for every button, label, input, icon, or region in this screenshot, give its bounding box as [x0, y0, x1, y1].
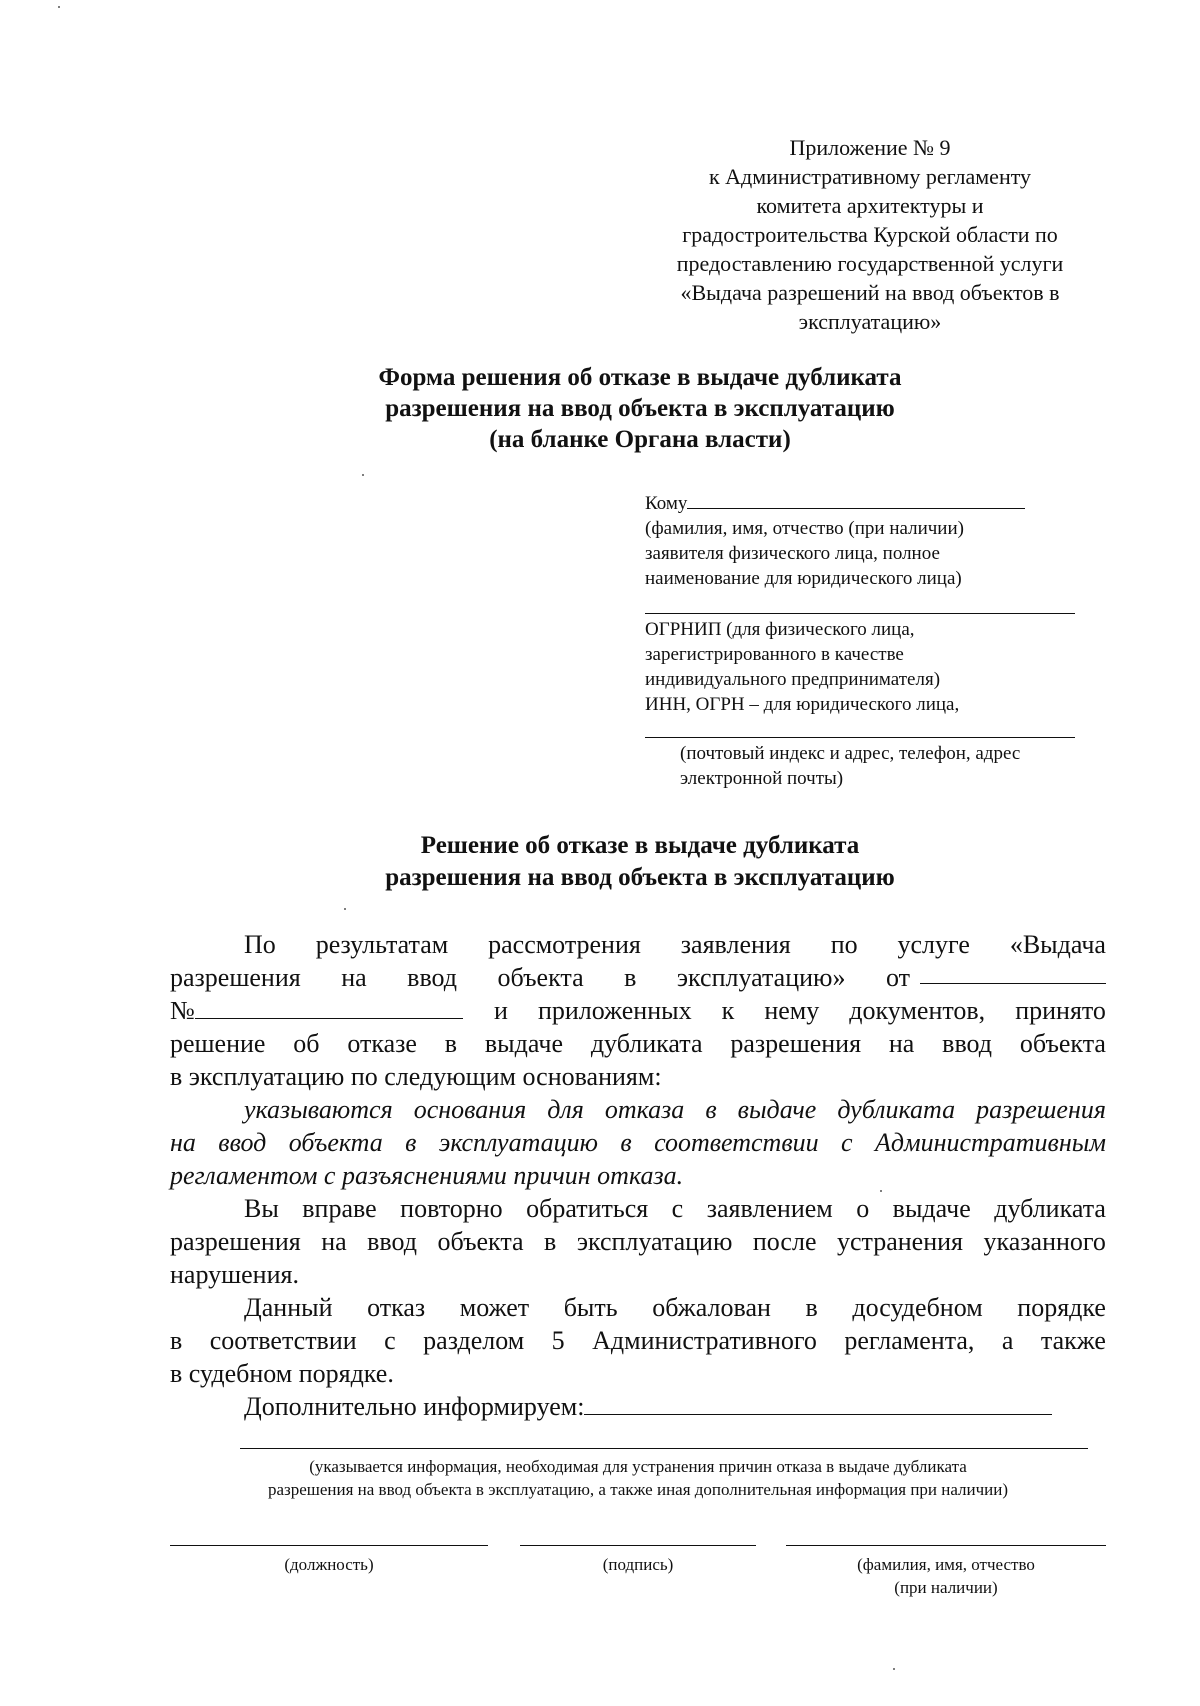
word: обратиться	[526, 1194, 649, 1223]
number-sign: №	[170, 996, 195, 1025]
note-line: (указывается информация, необходимая для устранения причин отказа в выдаче дубликата	[309, 1457, 967, 1476]
word: дубликата	[590, 1029, 703, 1058]
scan-speck	[362, 474, 364, 476]
word: объекта	[1019, 1029, 1106, 1058]
word: от	[885, 963, 910, 992]
body-line	[170, 961, 1106, 994]
word: выдаче	[737, 1095, 817, 1124]
word: отказе	[347, 1029, 417, 1058]
word: результатам	[315, 930, 449, 959]
word: на	[341, 963, 367, 992]
body-line	[170, 994, 1106, 1027]
word: приложенных	[537, 996, 692, 1025]
decision-title-line: Решение об отказе в выдаче дубликата	[420, 832, 860, 859]
body-line	[170, 1291, 1106, 1324]
decision-body	[170, 928, 1106, 1423]
word: документов,	[849, 996, 986, 1025]
word: нему	[764, 996, 820, 1025]
address-note-line: электронной почты)	[680, 768, 844, 789]
scan-speck	[893, 1668, 895, 1670]
form-title-line: разрешения на ввод объекта в эксплуатацию	[385, 395, 895, 422]
addressee-block	[645, 490, 1085, 791]
word: в	[705, 1095, 717, 1124]
word: указываются	[244, 1095, 393, 1124]
word: вправе	[302, 1194, 377, 1223]
signature-field-line[interactable]	[520, 1545, 756, 1546]
word: в	[805, 1293, 818, 1322]
word: в	[444, 1029, 458, 1058]
name-note-line: наименование для юридического лица)	[645, 568, 962, 589]
word: быть	[563, 1293, 618, 1322]
word: по	[830, 930, 858, 959]
name-field-line[interactable]	[786, 1545, 1106, 1546]
word: на	[170, 1128, 196, 1157]
appendix-line: к Административному регламенту	[708, 164, 1032, 189]
word: объекта	[497, 963, 584, 992]
word: эксплуатацию	[438, 1128, 598, 1157]
additional-info-note	[170, 1455, 1106, 1501]
appendix-header	[620, 133, 1120, 336]
word: ввод	[218, 1128, 267, 1157]
note-line: разрешения на ввод объекта в эксплуатацию, а также иная дополнительная информация при наличии)	[267, 1480, 1009, 1499]
number-field-line[interactable]	[195, 996, 463, 1019]
appendix-line: эксплуатацию»	[798, 309, 942, 334]
ogrn-note-line: индивидуального предпринимателя)	[645, 669, 941, 690]
additional-info-row	[170, 1390, 1106, 1423]
word: выдаче	[484, 1029, 563, 1058]
reasons-line: регламентом с разъяснениями причин отказа.	[170, 1161, 684, 1190]
appendix-line: комитета архитектуры и	[756, 193, 984, 218]
word: досудебном	[852, 1293, 983, 1322]
word: ввод	[942, 1029, 993, 1058]
word: в	[624, 963, 637, 992]
word: заявлением	[706, 1194, 833, 1223]
word: принято	[1015, 996, 1106, 1025]
word: о	[856, 1194, 870, 1223]
word: после	[752, 1227, 817, 1256]
body-line: нарушения.	[170, 1260, 299, 1289]
scan-speck	[344, 908, 346, 910]
address-note-line: (почтовый индекс и адрес, телефон, адрес	[680, 743, 1021, 764]
word: услуге	[897, 930, 970, 959]
word: на	[888, 1029, 915, 1058]
word: об	[293, 1029, 320, 1058]
word: решение	[170, 1029, 266, 1058]
body-line	[170, 1225, 1106, 1258]
word: ввод	[367, 1227, 417, 1256]
decision-title	[200, 830, 1080, 894]
word: Административного	[592, 1326, 817, 1355]
word: в	[405, 1128, 417, 1157]
word: разрешения	[170, 963, 301, 992]
appendix-line: градостроительства Курской области по	[682, 222, 1058, 247]
word: По	[244, 930, 276, 959]
word: основания	[413, 1095, 527, 1124]
appendix-line: Приложение № 9	[789, 135, 951, 160]
word: Административным	[874, 1128, 1106, 1157]
appendix-line: предоставлению государственной услуги	[676, 251, 1064, 276]
word: эксплуатацию»	[676, 963, 846, 992]
word: 5	[551, 1326, 565, 1355]
scan-speck	[58, 6, 60, 8]
word: эксплуатацию	[576, 1227, 733, 1256]
word: а	[1001, 1326, 1014, 1355]
word: Данный	[244, 1293, 333, 1322]
word: порядке	[1017, 1293, 1106, 1322]
body-line	[170, 1027, 1106, 1060]
body-line-words	[494, 994, 1106, 1027]
word: соответствии	[654, 1128, 819, 1157]
word: может	[459, 1293, 530, 1322]
word: объекта	[437, 1227, 524, 1256]
ogrn-note-line: ИНН, ОГРН – для юридического лица,	[645, 694, 960, 715]
reasons-line	[170, 1093, 1106, 1126]
word: ввод	[407, 963, 458, 992]
form-title-line: (на бланке Органа власти)	[489, 426, 791, 453]
body-line-words	[170, 961, 910, 994]
word: соответствии	[209, 1326, 357, 1355]
body-line: в эксплуатацию по следующим основаниям:	[170, 1062, 662, 1091]
appendix-line: «Выдача разрешений на ввод объектов в	[680, 280, 1060, 305]
to-field-line[interactable]	[687, 490, 1025, 509]
word: с	[384, 1326, 396, 1355]
additional-info-second-line[interactable]	[240, 1448, 1088, 1449]
body-line	[170, 1324, 1106, 1357]
additional-info-label: Дополнительно информируем:	[244, 1392, 585, 1421]
word: в	[170, 1326, 183, 1355]
scan-speck	[880, 1190, 882, 1192]
word: объекта	[288, 1128, 383, 1157]
word: отказ	[367, 1293, 426, 1322]
word: выдаче	[892, 1194, 971, 1223]
decision-title-line: разрешения на ввод объекта в эксплуатацию	[385, 864, 895, 891]
word: для	[547, 1095, 584, 1124]
word: разрешения	[170, 1227, 301, 1256]
number-row	[170, 994, 463, 1027]
body-line: в судебном порядке.	[170, 1359, 394, 1388]
word: регламента,	[844, 1326, 975, 1355]
word: разрешения	[976, 1095, 1106, 1124]
to-label: Кому	[645, 493, 688, 514]
word: с	[841, 1128, 853, 1157]
position-field-line[interactable]	[170, 1545, 488, 1546]
word: на	[321, 1227, 347, 1256]
body-line	[170, 928, 1106, 961]
word: также	[1040, 1326, 1106, 1355]
word: рассмотрения	[488, 930, 641, 959]
word: в	[544, 1227, 557, 1256]
form-title	[200, 362, 1080, 455]
word: заявления	[680, 930, 791, 959]
word: дубликата	[837, 1095, 956, 1124]
word: Вы	[244, 1194, 279, 1223]
date-field-line[interactable]	[920, 961, 1106, 984]
word: обжалован	[652, 1293, 771, 1322]
to-row	[645, 490, 1085, 516]
ogrn-note-line: зарегистрированного в качестве	[645, 644, 904, 665]
word: отказа	[604, 1095, 685, 1124]
word: устранения	[836, 1227, 963, 1256]
word: разрешения	[730, 1029, 862, 1058]
signature-label: (подпись)	[602, 1555, 674, 1574]
word: дубликата	[994, 1194, 1106, 1223]
body-line	[170, 1192, 1106, 1225]
reasons-line	[170, 1126, 1106, 1159]
word: к	[721, 996, 735, 1025]
word: в	[620, 1128, 632, 1157]
word: и	[494, 996, 508, 1025]
form-title-line: Форма решения об отказе в выдаче дубликата	[378, 364, 902, 391]
word: с	[671, 1194, 684, 1223]
word: «Выдача	[1009, 930, 1106, 959]
name-note-line: заявителя физического лица, полное	[645, 543, 940, 564]
name-note-line: (фамилия, имя, отчество (при наличии)	[645, 518, 964, 539]
position-label: (должность)	[284, 1555, 374, 1574]
word: указанного	[983, 1227, 1106, 1256]
full-name-label-2: (при наличии)	[894, 1578, 998, 1597]
ogrn-note-line: ОГРНИП (для физического лица,	[645, 619, 915, 640]
additional-info-field-line[interactable]	[584, 1392, 1052, 1415]
word: разделом	[423, 1326, 525, 1355]
word: повторно	[400, 1194, 503, 1223]
full-name-label: (фамилия, имя, отчество	[857, 1555, 1035, 1574]
